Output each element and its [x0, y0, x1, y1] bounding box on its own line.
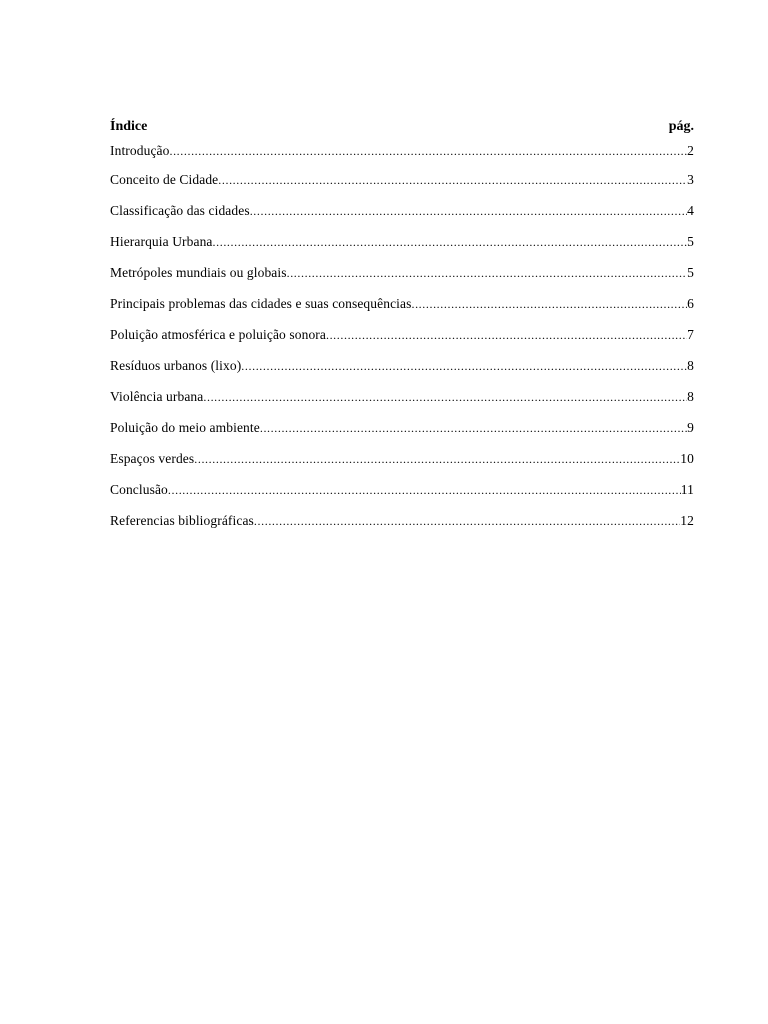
toc-entry-page: 2 — [687, 143, 694, 158]
dot-leader — [254, 506, 680, 537]
toc-entry-page: 4 — [687, 203, 694, 218]
toc-entry — [110, 505, 694, 536]
toc-entry-title: Espaços verdes — [110, 451, 195, 466]
toc-entry-page: 11 — [680, 482, 694, 497]
toc-entry-list — [110, 138, 694, 536]
toc-entry-page: 10 — [680, 451, 694, 466]
dot-leader — [194, 444, 680, 475]
toc-entry-page: 5 — [687, 234, 694, 249]
toc-entry-page: 12 — [680, 513, 694, 528]
toc-entry-page: 6 — [687, 296, 694, 311]
dot-leader — [326, 320, 687, 351]
toc-entry — [110, 138, 694, 164]
toc-heading: Índice — [110, 119, 148, 134]
dot-leader — [203, 382, 687, 413]
dot-leader — [287, 258, 688, 289]
dot-leader — [250, 196, 687, 227]
dot-leader — [241, 351, 687, 382]
toc-entry-title: Classificação das cidades — [110, 203, 250, 218]
toc-entry — [110, 226, 694, 257]
toc-entry-page: 9 — [687, 420, 694, 435]
table-of-contents — [110, 116, 694, 536]
dot-leader — [260, 413, 687, 444]
dot-leader — [169, 138, 687, 164]
toc-entry — [110, 350, 694, 381]
toc-entry — [110, 195, 694, 226]
toc-header — [110, 116, 694, 138]
toc-entry-title: Resíduos urbanos (lixo) — [110, 358, 242, 373]
toc-entry — [110, 412, 694, 443]
dot-leader — [168, 475, 681, 506]
toc-entry-page: 3 — [687, 172, 694, 187]
toc-entry-title: Hierarquia Urbana — [110, 234, 213, 249]
toc-entry — [110, 319, 694, 350]
toc-entry — [110, 164, 694, 195]
toc-entry-page: 5 — [687, 265, 694, 280]
toc-entry — [110, 474, 694, 505]
toc-entry-page: 8 — [687, 358, 694, 373]
dot-leader — [213, 227, 688, 258]
toc-entry — [110, 257, 694, 288]
toc-entry-title: Conclusão — [110, 482, 168, 497]
toc-page-heading: pág. — [668, 119, 694, 134]
toc-entry — [110, 443, 694, 474]
toc-entry — [110, 288, 694, 319]
toc-entry-title: Violência urbana — [110, 389, 204, 404]
dot-leader — [218, 165, 687, 196]
toc-entry-title: Referencias bibliográficas — [110, 513, 254, 528]
toc-entry-title: Poluição atmosférica e poluição sonora — [110, 327, 326, 342]
dot-leader — [411, 289, 687, 320]
toc-entry-title: Conceito de Cidade — [110, 172, 219, 187]
toc-entry-page: 8 — [687, 389, 694, 404]
toc-entry-title: Metrópoles mundiais ou globais — [110, 265, 287, 280]
toc-entry-title: Principais problemas das cidades e suas consequências — [110, 296, 412, 311]
toc-entry-title: Introdução — [110, 143, 170, 158]
toc-entry — [110, 381, 694, 412]
toc-entry-page: 7 — [687, 327, 694, 342]
toc-entry-title: Poluição do meio ambiente — [110, 420, 260, 435]
